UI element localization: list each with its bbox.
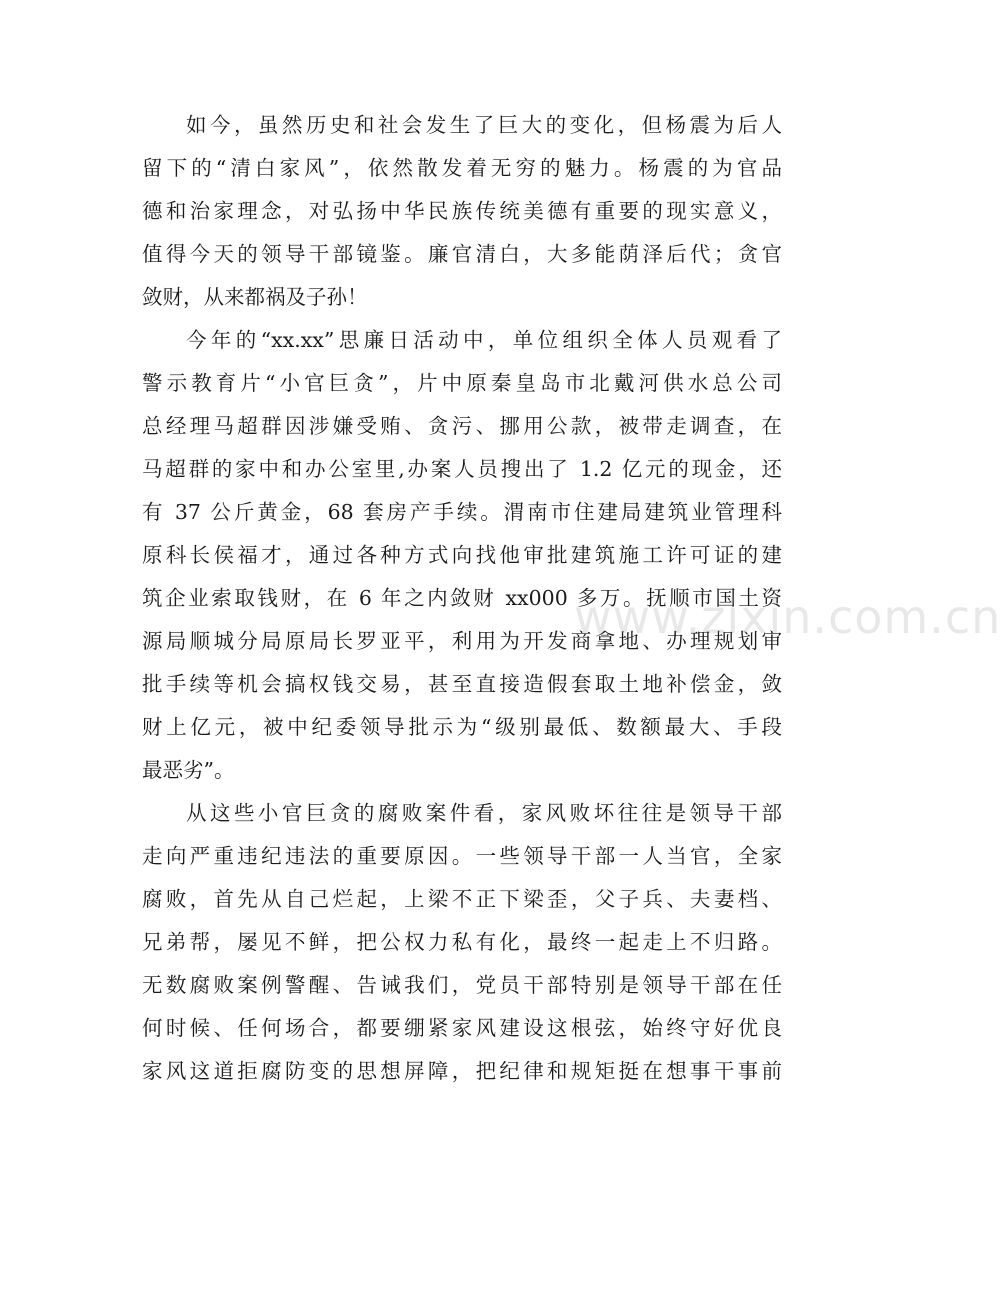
text-line: 敛财，从来都祸及子孙！ <box>142 285 368 309</box>
text-line: 家风这道拒腐防变的思想屏障，把纪律和规矩挺在想事干事前 <box>142 1059 782 1083</box>
text-line: 筑企业索取钱财，在 6 年之内敛财 xx000 多万。抚顺市国土资 <box>142 586 782 610</box>
text-line: 走向严重违纪违法的重要原因。一些领导干部一人当官，全家 <box>142 844 782 868</box>
text-line: 值得今天的领导干部镜鉴。廉官清白，大多能荫泽后代；贪官 <box>142 242 782 266</box>
text-line: 有 37 公斤黄金，68 套房产手续。渭南市住建局建筑业管理科 <box>142 500 782 524</box>
text-line: 腐败，首先从自己烂起，上梁不正下梁歪，父子兵、夫妻档、 <box>142 887 782 911</box>
text-line: 原科长侯福才，通过各种方式向找他审批建筑施工许可证的建 <box>142 543 782 567</box>
document-body <box>142 104 782 1093</box>
text-line: 德和治家理念，对弘扬中华民族传统美德有重要的现实意义， <box>142 199 782 223</box>
text-line: 源局顺城分局原局长罗亚平，利用为开发商拿地、办理规划审 <box>142 629 782 653</box>
text-line: 最恶劣”。 <box>142 758 235 782</box>
paragraph-3 <box>142 792 782 1093</box>
text-line: 留下的“清白家风”，依然散发着无穷的魅力。杨震的为官品 <box>142 156 782 180</box>
text-line: 批手续等机会搞权钱交易，甚至直接造假套取土地补偿金，敛 <box>142 672 782 696</box>
text-line: 如今，虽然历史和社会发生了巨大的变化，但杨震为后人 <box>186 113 782 137</box>
text-line: 兄弟帮，屡见不鲜，把公权力私有化，最终一起走上不归路。 <box>142 930 782 954</box>
paragraph-2 <box>142 319 782 792</box>
text-line: 从这些小官巨贪的腐败案件看，家风败坏往往是领导干部 <box>186 801 782 825</box>
text-line: 警示教育片“小官巨贪”，片中原秦皇岛市北戴河供水总公司 <box>142 371 782 395</box>
watermark: www.zixin.com.cn <box>574 590 1001 644</box>
text-line: 今年的“xx.xx”思廉日活动中，单位组织全体人员观看了 <box>186 328 782 352</box>
text-line: 马超群的家中和办公室里,办案人员搜出了 1.2 亿元的现金，还 <box>142 457 782 481</box>
text-line: 财上亿元，被中纪委领导批示为“级别最低、数额最大、手段 <box>142 715 782 739</box>
paragraph-1 <box>142 104 782 319</box>
text-line: 何时候、任何场合，都要绷紧家风建设这根弦，始终守好优良 <box>142 1016 782 1040</box>
text-line: 无数腐败案例警醒、告诫我们，党员干部特别是领导干部在任 <box>142 973 782 997</box>
text-line: 总经理马超群因涉嫌受贿、贪污、挪用公款，被带走调查，在 <box>142 414 782 438</box>
